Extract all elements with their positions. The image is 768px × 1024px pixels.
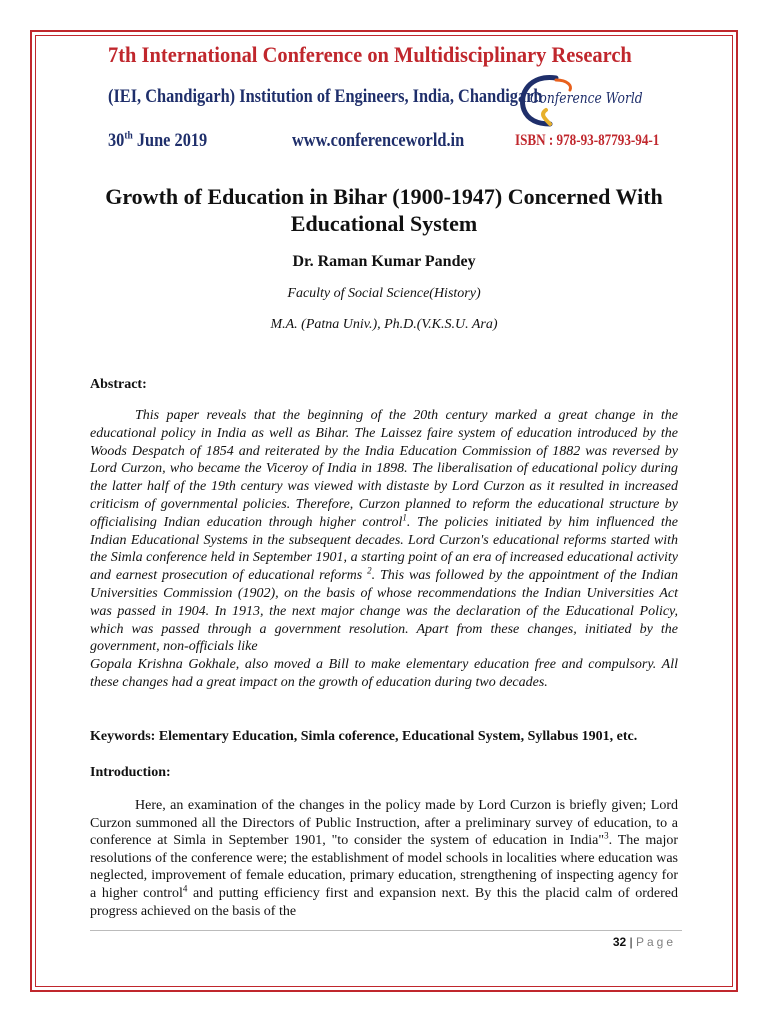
author-degrees: M.A. (Patna Univ.), Ph.D.(V.K.S.U. Ara) bbox=[270, 317, 498, 332]
page-number: 32 | Page bbox=[612, 935, 676, 949]
footnote-ref: 1 bbox=[402, 512, 407, 523]
paper-title bbox=[60, 183, 708, 237]
conference-world-logo bbox=[516, 74, 646, 128]
author-affiliation: Faculty of Social Science(History) bbox=[287, 286, 481, 301]
logo-text: Conference World bbox=[530, 89, 643, 107]
footnote-ref: 2 bbox=[367, 565, 372, 576]
footnote-ref: 4 bbox=[182, 883, 188, 894]
author-name: Dr. Raman Kumar Pandey bbox=[292, 253, 476, 270]
conference-date: 30th June 2019 bbox=[108, 129, 208, 151]
keywords: Keywords: Elementary Education, Simla coference, Educational System, Syllabus 1901, etc. bbox=[90, 729, 638, 744]
conference-url: www.conferenceworld.in bbox=[292, 130, 465, 151]
introduction-text: Here, an examination of the changes in the policy made by Lord Curzon is briefly given; Lord Curzon summoned all the Directors of Public Instruction, after a preliminary survey of education, to a conference at Simla in September 1901, "to consider the system of education in India"$^3$. The major resolutions of the conference were; the establishment of model schools in localities where education was neglected, improvement of female education, primary education, strengthening of inspecting agency for a higher control$^4$ and putting efficiency first and expansion next. By this the placid calm of ordered progress achieved on the basis of the bbox=[90, 798, 679, 919]
conference-title: 7th International Conference on Multidisciplinary Research bbox=[108, 42, 632, 67]
conference-isbn: ISBN : 978-93-87793-94-1 bbox=[515, 132, 660, 149]
footnote-ref: 3 bbox=[604, 830, 609, 841]
abstract-text: This paper reveals that the beginning of the 20th century marked a great change in the educational policy in India as well as Bihar. The Laissez faire system of education introduced by the Woods Despatch of 1854 and reiterated by the India Education Commission of 1882 was reversed by Lord Curzon, who became the Viceroy of India in 1898. The liberalisation of educational policy during the latter half of the 19th century was viewed with distaste by Lord Curzon as it resulted in increased criticism of governmental policies. Therefore, Curzon planned to reform the educational structure by officialising Indian education through higher control$^1$. The policies initiated by him influenced the Indian Educational Systems in the subsequent decades. Lord Curzon's educational reforms started with the Simla conference held in September 1901, a starting point of an era of increased educational activity and earnest prosecution of educational reforms $^2$. This was followed by the appointment of the Indian Universities Commission (1902), on the basis of whose recommendations the Indian Universities Act was passed in 1904. In 1913, the next major change was the declaration of the Educational Policy, which was passed through a government resolution. Apart from these changes, initiated by the government, non-officials like Gopala Krishna Gokhale, also moved a Bill to make elementary education free and compulsory. All these changes had a great impact on the growth of education during two decades. bbox=[90, 408, 678, 690]
footer-divider bbox=[90, 930, 682, 931]
abstract-heading: Abstract: bbox=[90, 377, 147, 392]
introduction-heading: Introduction: bbox=[90, 765, 171, 780]
conference-organizer: (IEI, Chandigarh) Institution of Engineers, India, Chandigarh bbox=[108, 86, 543, 107]
paper-title-line1: Growth of Education in Bihar (1900-1947) Concerned With bbox=[105, 184, 663, 209]
paper-title-line2: Educational System bbox=[290, 211, 478, 236]
